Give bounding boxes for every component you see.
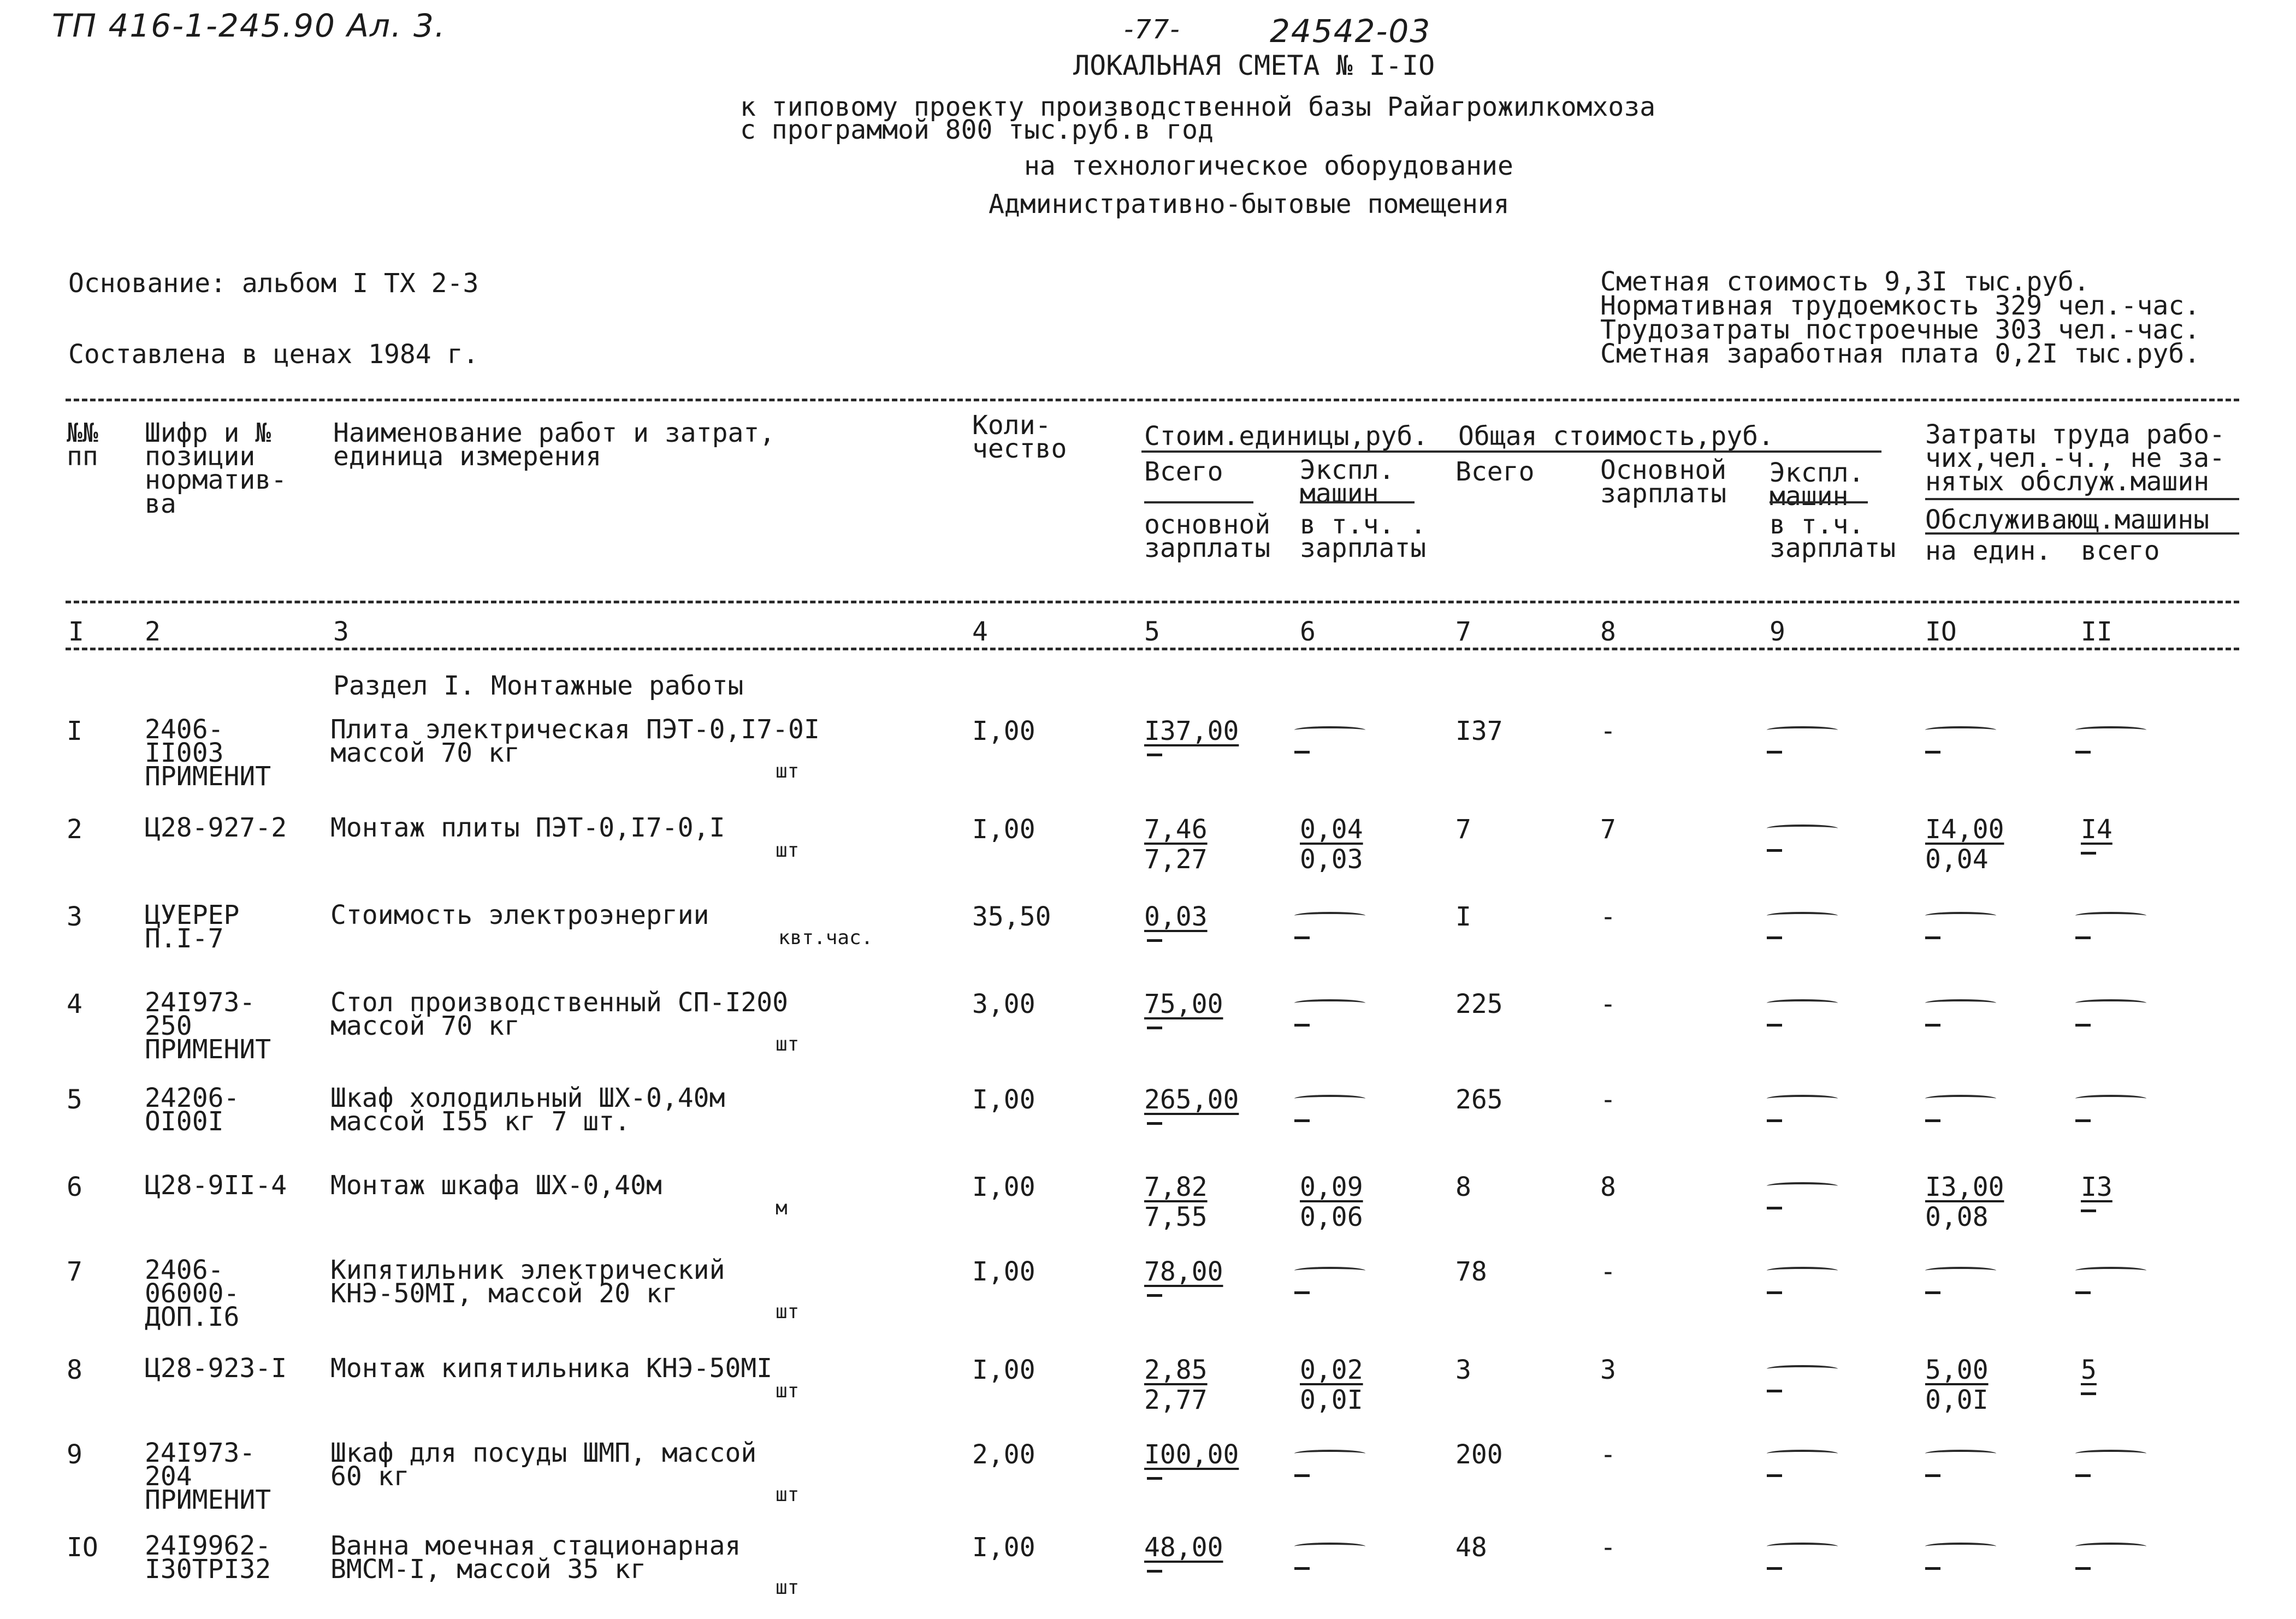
header-c6-machines: Экспл. машин	[1300, 455, 1395, 509]
row-number: 8	[67, 1355, 82, 1385]
row-total-machines-dash	[1767, 1119, 1782, 1122]
row-unit-total: I37,00	[1144, 716, 1239, 746]
row-name: Стоимость электроэнергии	[330, 900, 709, 930]
row-qty: 2,00	[972, 1439, 1035, 1470]
row-unit-wages-dash	[1147, 939, 1162, 942]
row-unit-wages-dash	[1147, 754, 1162, 756]
row-total-machines-mark	[1767, 1095, 1838, 1102]
row-total: 78	[1455, 1256, 1487, 1287]
colnum-11: II	[2081, 616, 2112, 647]
row-code: 24I973- 250 ПРИМЕНИТ	[145, 987, 271, 1065]
header-c8-wages: Основной зарплаты	[1600, 455, 1727, 509]
row-labor-machines-per-unit: 0,0I	[1925, 1385, 1989, 1415]
row-unit-machines: 0,04	[1300, 814, 1363, 845]
row-unit: шт	[776, 839, 800, 862]
row-number: 2	[67, 814, 82, 845]
colnum-10: IO	[1925, 616, 1957, 647]
row-unit: шт	[776, 1484, 800, 1506]
row-unit-machines: 0,09	[1300, 1172, 1363, 1202]
colnum-9: 9	[1770, 616, 1785, 647]
row-unit-wages-dash	[1147, 1570, 1162, 1573]
header-top-rule	[66, 399, 2239, 401]
row-qty: I,00	[972, 1532, 1035, 1563]
row-total: 265	[1455, 1084, 1503, 1115]
handwritten-number: 24542-03	[1270, 13, 1431, 50]
row-total-wages: -	[1600, 716, 1616, 746]
row-labor-total-mark	[2075, 912, 2146, 920]
row-total-machines-dash	[1767, 936, 1782, 939]
row-labor-per-unit-dash	[1925, 1474, 1940, 1477]
row-number: 6	[67, 1172, 82, 1202]
header-labor: Затраты труда рабо- чих,чел.-ч., не за- нятых обслуж.машин	[1925, 419, 2226, 497]
colnum-5: 5	[1144, 616, 1160, 647]
section-title: Раздел I. Монтажные работы	[333, 671, 744, 701]
row-total-wages: 3	[1600, 1355, 1616, 1385]
row-unit-machines-wages: 0,0I	[1300, 1385, 1363, 1415]
row-unit-wages-dash	[1147, 1477, 1162, 1480]
row-qty: 3,00	[972, 989, 1035, 1019]
row-name: Монтаж шкафа ШХ-0,40м	[330, 1170, 662, 1201]
row-total: I37	[1455, 716, 1503, 746]
row-unit-total: 2,85	[1144, 1355, 1208, 1385]
row-labor-per-unit-mark	[1925, 1450, 1996, 1457]
row-labor-per-unit-mark	[1925, 726, 1996, 734]
row-labor-per-unit-dash	[1925, 936, 1940, 939]
row-unit-total: 48,00	[1144, 1532, 1223, 1563]
row-unit-machines-dash	[1294, 1567, 1310, 1570]
row-name: Плита электрическая ПЭТ-0,I7-0I массой 70 кг	[330, 714, 820, 769]
prices-text: Составлена в ценах 1984 г.	[68, 339, 479, 370]
doc-reference: ТП 416-1-245.90 Ал. 3.	[52, 7, 446, 44]
row-unit-machines-wages: 0,06	[1300, 1202, 1363, 1232]
colnum-7: 7	[1455, 616, 1471, 647]
header-col-number: №№ пп	[67, 418, 98, 472]
row-total-machines-mark	[1767, 999, 1838, 1007]
header-unit-cost: Стоим.единицы,руб.	[1144, 421, 1429, 452]
header-col-name: Наименование работ и затрат, единица измерения	[333, 418, 776, 472]
row-unit-machines-dash	[1294, 1024, 1310, 1027]
row-labor-total-dash	[2075, 936, 2091, 939]
row-qty: I,00	[972, 1084, 1035, 1115]
header-c9-rule	[1770, 501, 1868, 503]
row-total-wages: -	[1600, 1084, 1616, 1115]
row-labor-per-unit-dash	[1925, 1567, 1940, 1570]
row-unit-machines-dash	[1294, 1291, 1310, 1294]
row-unit-total: 78,00	[1144, 1256, 1223, 1287]
row-labor-per-unit-dash	[1925, 1291, 1940, 1294]
row-unit: шт	[776, 1033, 800, 1055]
subtitle-program: с программой 800 тыс.руб.в год	[740, 115, 1214, 145]
summary-wages: Сметная заработная плата 0,2I тыс.руб.	[1600, 339, 2200, 369]
subtitle-premises: Административно-бытовые помещения	[989, 189, 1510, 220]
row-unit-wages-dash	[1147, 1027, 1162, 1029]
row-total-machines-mark	[1767, 825, 1838, 832]
subtitle-project: к типовому проекту производственной базы Райагрожилкомхоза	[740, 92, 1656, 122]
row-unit-total: 75,00	[1144, 989, 1223, 1019]
row-labor-total-dash	[2075, 1119, 2091, 1122]
header-c9-wages: в т.ч. зарплаты	[1770, 509, 1896, 564]
row-unit-wages-dash	[1147, 1122, 1162, 1125]
row-number: 9	[67, 1439, 82, 1470]
row-labor-per-unit-mark	[1925, 1543, 1996, 1550]
row-unit-total: 7,82	[1144, 1172, 1208, 1202]
header-c6-wages: в т.ч. . зарплаты	[1300, 509, 1427, 564]
row-unit: квт.час.	[778, 927, 873, 949]
row-labor-total-mark	[2075, 1267, 2146, 1274]
row-total-wages: 8	[1600, 1172, 1616, 1202]
row-unit: шт	[776, 1576, 800, 1599]
row-labor-total-dash	[2081, 1209, 2096, 1212]
row-labor-total-dash	[2075, 1567, 2091, 1570]
row-total-wages: -	[1600, 902, 1616, 932]
row-number: 3	[67, 902, 82, 932]
header-c9-machines: Экспл. машин	[1770, 458, 1865, 512]
header-col-qty: Коли- чество	[972, 410, 1067, 465]
row-labor-total-mark	[2075, 726, 2146, 734]
row-unit-wages: 2,77	[1144, 1385, 1208, 1415]
row-number: 5	[67, 1084, 82, 1115]
colnum-6: 6	[1300, 616, 1316, 647]
header-c5-wages: основной зарплаты	[1144, 509, 1271, 564]
row-total-machines-dash	[1767, 1474, 1782, 1477]
header-labor-machines-rule	[1925, 532, 2239, 535]
row-code: 24I973- 204 ПРИМЕНИТ	[145, 1438, 271, 1516]
colnum-8: 8	[1600, 616, 1616, 647]
page-title: ЛОКАЛЬНАЯ СМЕТА № I-IO	[1073, 50, 1435, 81]
colnum-3: 3	[333, 616, 349, 647]
row-total-machines-dash	[1767, 1024, 1782, 1027]
row-unit: шт	[776, 1301, 800, 1323]
row-name: Монтаж плиты ПЭТ-0,I7-0,I	[330, 813, 725, 843]
row-total-wages: -	[1600, 989, 1616, 1019]
row-labor-total-mark	[2075, 1543, 2146, 1550]
row-code: ЦУЕРЕР П.I-7	[145, 900, 240, 954]
subtitle-equipment: на технологическое оборудование	[1024, 151, 1513, 181]
row-labor-per-unit-mark	[1925, 912, 1996, 920]
row-unit-machines: 0,02	[1300, 1355, 1363, 1385]
row-labor-total-mark	[2075, 1095, 2146, 1102]
row-unit-machines-dash	[1294, 751, 1310, 754]
page-number: -77-	[1124, 14, 1181, 45]
header-c11-total: всего	[2081, 536, 2160, 566]
colnum-1: I	[68, 616, 84, 647]
row-total: 200	[1455, 1439, 1503, 1470]
row-unit-total: I00,00	[1144, 1439, 1239, 1470]
row-total-machines-dash	[1767, 1207, 1782, 1209]
row-unit-wages: 7,27	[1144, 844, 1208, 875]
row-labor-total-dash	[2075, 1474, 2091, 1477]
row-unit-total: 7,46	[1144, 814, 1208, 845]
row-qty: I,00	[972, 1355, 1035, 1385]
row-unit: шт	[776, 1380, 800, 1402]
header-total-cost: Общая стоимость,руб.	[1458, 421, 1774, 452]
row-labor-total-mark	[2075, 999, 2146, 1007]
row-code: 24I9962- I30TPI32	[145, 1531, 271, 1585]
row-unit-machines-mark	[1294, 1267, 1365, 1274]
row-code: 2406- II003 ПРИМЕНИТ	[145, 714, 271, 792]
row-labor-total-dash	[2075, 1024, 2091, 1027]
summary-cost: Сметная стоимость 9,3I тыс.руб.	[1600, 266, 2090, 297]
row-unit-machines-mark	[1294, 999, 1365, 1007]
row-code: 24206- OI00I	[145, 1083, 240, 1137]
header-cost-rule	[1141, 450, 1881, 453]
row-labor-per-unit: I4,00	[1925, 814, 2004, 845]
row-total-machines-dash	[1767, 849, 1782, 852]
header-labor-rule	[1925, 498, 2239, 500]
row-total-wages: 7	[1600, 814, 1616, 845]
row-unit-total: 0,03	[1144, 902, 1208, 932]
row-unit-machines-mark	[1294, 912, 1365, 920]
row-total-machines-mark	[1767, 726, 1838, 734]
header-c5-rule	[1144, 501, 1253, 503]
colnum-rule	[66, 648, 2239, 650]
row-labor-total-dash	[2075, 751, 2091, 754]
row-unit-machines-wages: 0,03	[1300, 844, 1363, 875]
row-unit-machines-mark	[1294, 1095, 1365, 1102]
row-labor-total: 5	[2081, 1355, 2097, 1385]
header-col-code: Шифр и № позиции норматив- ва	[145, 418, 287, 519]
header-c5-total: Всего	[1144, 456, 1223, 487]
row-number: 7	[67, 1256, 82, 1287]
row-total: 8	[1455, 1172, 1471, 1202]
row-unit-wages-dash	[1147, 1294, 1162, 1297]
header-labor-machines: Обслуживающ.машины	[1925, 505, 2210, 535]
row-unit-machines-dash	[1294, 936, 1310, 939]
row-number: IO	[67, 1532, 98, 1563]
row-qty: I,00	[972, 1256, 1035, 1287]
row-qty: 35,50	[972, 902, 1051, 932]
row-total-machines-mark	[1767, 912, 1838, 920]
row-labor-total-dash	[2081, 852, 2096, 855]
row-total-wages: -	[1600, 1256, 1616, 1287]
row-total-machines-mark	[1767, 1182, 1838, 1190]
row-total: 7	[1455, 814, 1471, 845]
row-total-machines-dash	[1767, 1291, 1782, 1294]
row-total: I	[1455, 902, 1471, 932]
row-total-machines-dash	[1767, 751, 1782, 754]
row-code: Ц28-923-I	[145, 1353, 287, 1384]
row-name: Стол производственный СП-I200 массой 70 кг	[330, 987, 789, 1042]
header-c6-rule	[1300, 501, 1415, 503]
row-labor-total: I3	[2081, 1172, 2112, 1202]
row-total-wages: -	[1600, 1532, 1616, 1563]
summary-site-labor: Трудозатраты построечные 303 чел.-час.	[1600, 315, 2200, 345]
row-qty: I,00	[972, 814, 1035, 845]
row-number: I	[67, 716, 82, 746]
row-labor-machines-per-unit: 0,04	[1925, 844, 1989, 875]
row-total-machines-dash	[1767, 1390, 1782, 1392]
colnum-2: 2	[145, 616, 161, 647]
row-qty: I,00	[972, 1172, 1035, 1202]
row-number: 4	[67, 989, 82, 1019]
row-total: 48	[1455, 1532, 1487, 1563]
row-name: Кипятильник электрический КНЭ-50МI, массой 20 кг	[330, 1255, 725, 1309]
header-c10-per-unit: на един.	[1925, 536, 2052, 566]
row-unit-machines-mark	[1294, 1450, 1365, 1457]
row-labor-per-unit-mark	[1925, 1267, 1996, 1274]
row-name: Шкаф холодильный ШХ-0,40м массой I55 кг 7 шт.	[330, 1083, 725, 1137]
row-unit-wages: 7,55	[1144, 1202, 1208, 1232]
row-unit-machines-dash	[1294, 1474, 1310, 1477]
row-total-machines-mark	[1767, 1365, 1838, 1373]
row-code: Ц28-9II-4	[145, 1170, 287, 1201]
row-labor-per-unit-dash	[1925, 751, 1940, 754]
header-bottom-rule	[66, 601, 2239, 603]
row-unit-machines-dash	[1294, 1119, 1310, 1122]
row-total-machines-mark	[1767, 1450, 1838, 1457]
row-total-machines-dash	[1767, 1567, 1782, 1570]
row-labor-per-unit: I3,00	[1925, 1172, 2004, 1202]
row-unit-machines-mark	[1294, 726, 1365, 734]
row-unit: шт	[776, 760, 800, 782]
summary-norm-labor: Нормативная трудоемкость 329 чел.-час.	[1600, 290, 2200, 321]
row-total: 3	[1455, 1355, 1471, 1385]
row-unit: м	[776, 1197, 788, 1219]
row-labor-per-unit: 5,00	[1925, 1355, 1989, 1385]
row-labor-per-unit-dash	[1925, 1024, 1940, 1027]
row-total-machines-mark	[1767, 1267, 1838, 1274]
colnum-4: 4	[972, 616, 988, 647]
row-total: 225	[1455, 989, 1503, 1019]
row-labor-total-dash	[2075, 1291, 2091, 1294]
row-labor-machines-per-unit: 0,08	[1925, 1202, 1989, 1232]
row-labor-total: I4	[2081, 814, 2112, 845]
row-total-wages: -	[1600, 1439, 1616, 1470]
row-unit-machines-mark	[1294, 1543, 1365, 1550]
row-labor-total-mark	[2075, 1450, 2146, 1457]
row-labor-per-unit-mark	[1925, 999, 1996, 1007]
row-labor-total-dash	[2081, 1392, 2096, 1395]
row-name: Ванна моечная стационарная ВМСМ-I, массой 35 кг	[330, 1531, 741, 1585]
row-total-machines-mark	[1767, 1543, 1838, 1550]
row-code: Ц28-927-2	[145, 813, 287, 843]
row-qty: I,00	[972, 716, 1035, 746]
row-labor-per-unit-mark	[1925, 1095, 1996, 1102]
row-name: Шкаф для посуды ШМП, массой 60 кг	[330, 1438, 757, 1492]
header-c7-total: Всего	[1455, 456, 1535, 487]
basis-text: Основание: альбом I ТХ 2-3	[68, 268, 479, 299]
row-unit-total: 265,00	[1144, 1084, 1239, 1115]
row-name: Монтаж кипятильника КНЭ-50МI	[330, 1353, 773, 1384]
row-labor-per-unit-dash	[1925, 1119, 1940, 1122]
row-code: 2406- 06000- ДОП.I6	[145, 1255, 240, 1333]
